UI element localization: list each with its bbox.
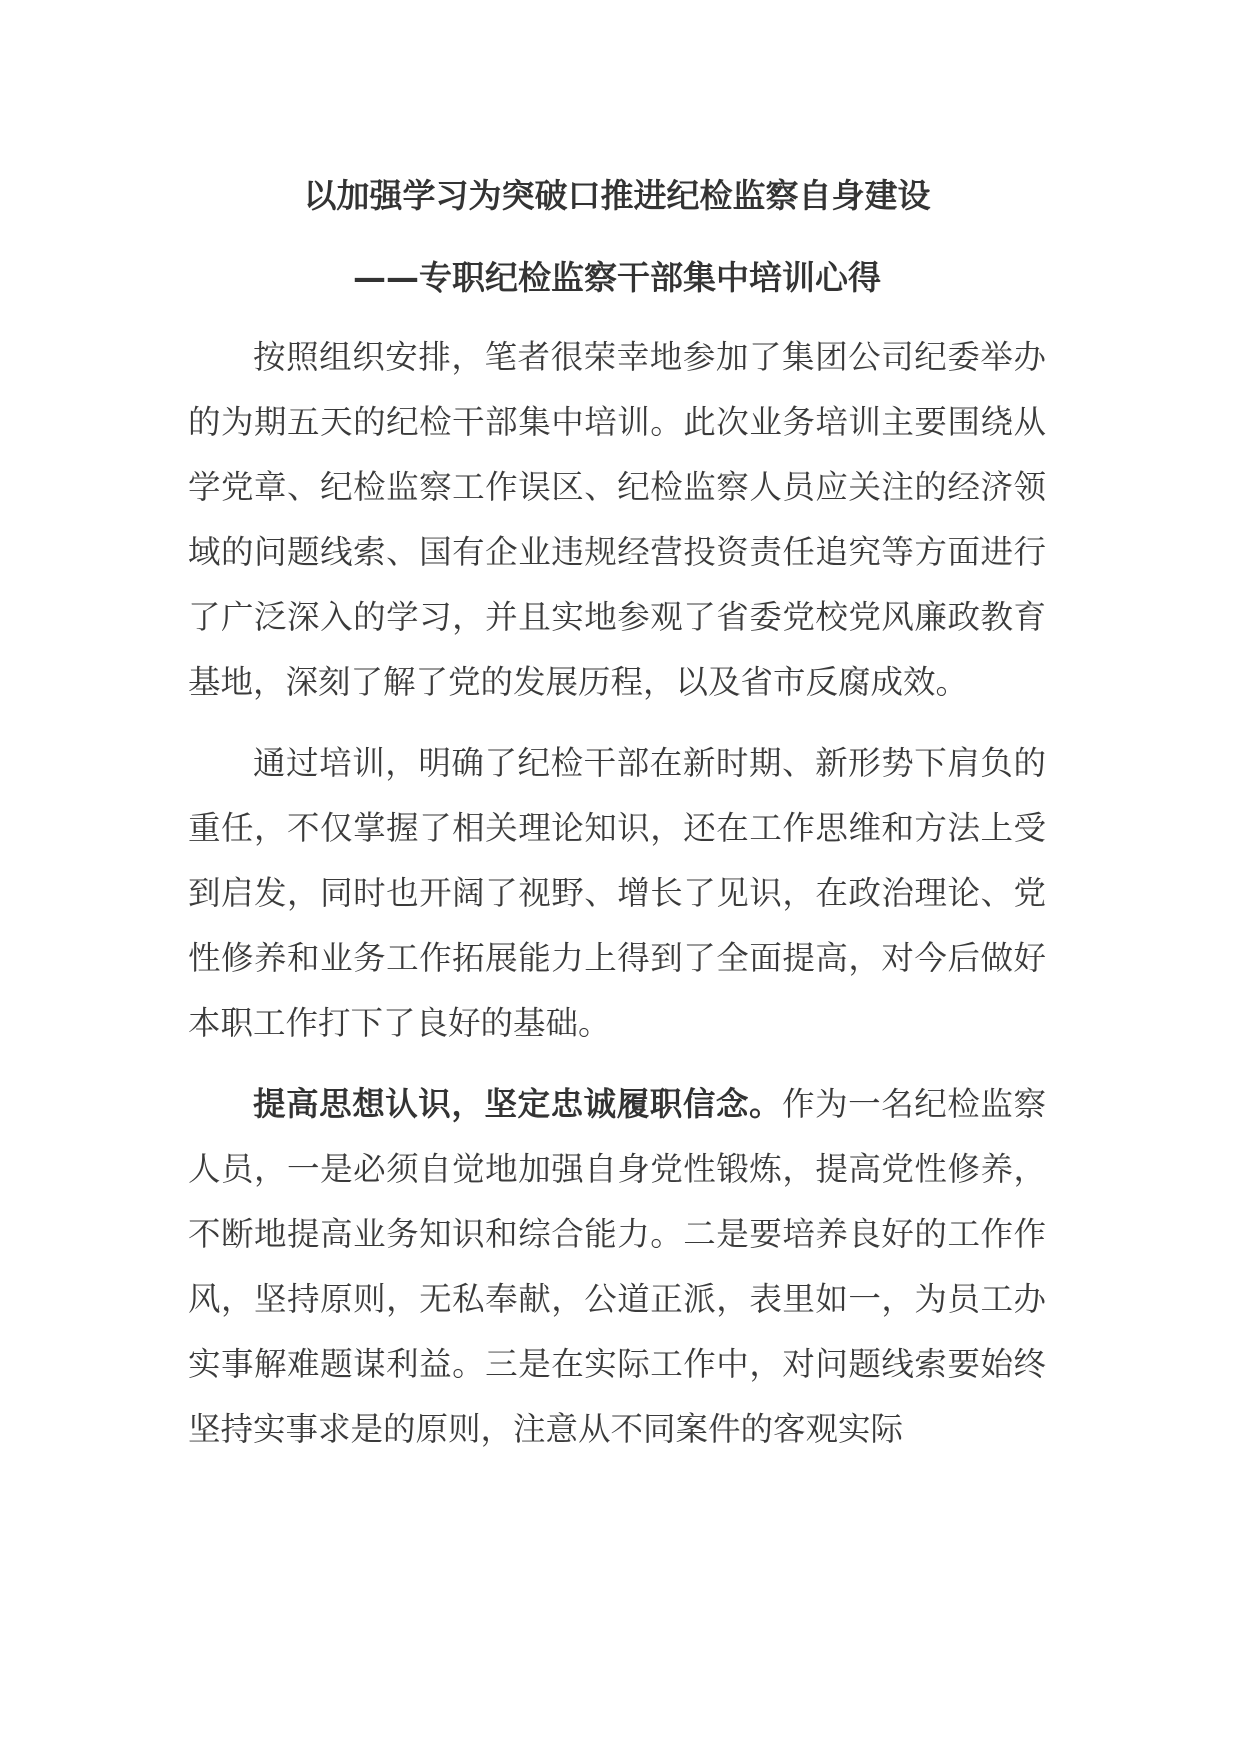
paragraph-outcomes bbox=[188, 731, 1046, 1056]
document-body bbox=[188, 325, 1046, 1478]
document-subtitle: ——专职纪检监察干部集中培训心得 bbox=[353, 258, 881, 297]
paragraph-text: 作为一名纪检监察人员，一是必须自觉地加强自身党性锻炼，提高党性修养，不断地提高业务知识和综合能力。二是要培养良好的工作作风，坚持原则，无私奉献，公道正派，表里如一，为员工办实事解难题谋利益。三是在实际工作中，对问题线索要始终坚持实事求是的原则，注意从不同案件的客观实际 bbox=[188, 1085, 1046, 1448]
paragraph-lead-heading: 提高思想认识，坚定忠诚履职信念。 bbox=[253, 1085, 783, 1123]
paragraph-ideology bbox=[188, 1072, 1046, 1462]
paragraph-text: 按照组织安排，笔者很荣幸地参加了集团公司纪委举办的为期五天的纪检干部集中培训。此次业务培训主要围绕从学党章、纪检监察工作误区、纪检监察人员应关注的经济领域的问题线索、国有企业违规经营投资责任追究等方面进行了广泛深入的学习，并且实地参观了省委党校党风廉政教育基地，深刻了解了党的发展历程，以及省市反腐成效。 bbox=[188, 338, 1046, 701]
paragraph-text: 通过培训，明确了纪检干部在新时期、新形势下肩负的重任，不仅掌握了相关理论知识，还在工作思维和方法上受到启发，同时也开阔了视野、增长了见识，在政治理论、党性修养和业务工作拓展能力上得到了全面提高，对今后做好本职工作打下了良好的基础。 bbox=[188, 744, 1046, 1042]
paragraph-intro bbox=[188, 325, 1046, 715]
document-title: 以加强学习为突破口推进纪检监察自身建设 bbox=[303, 176, 931, 215]
